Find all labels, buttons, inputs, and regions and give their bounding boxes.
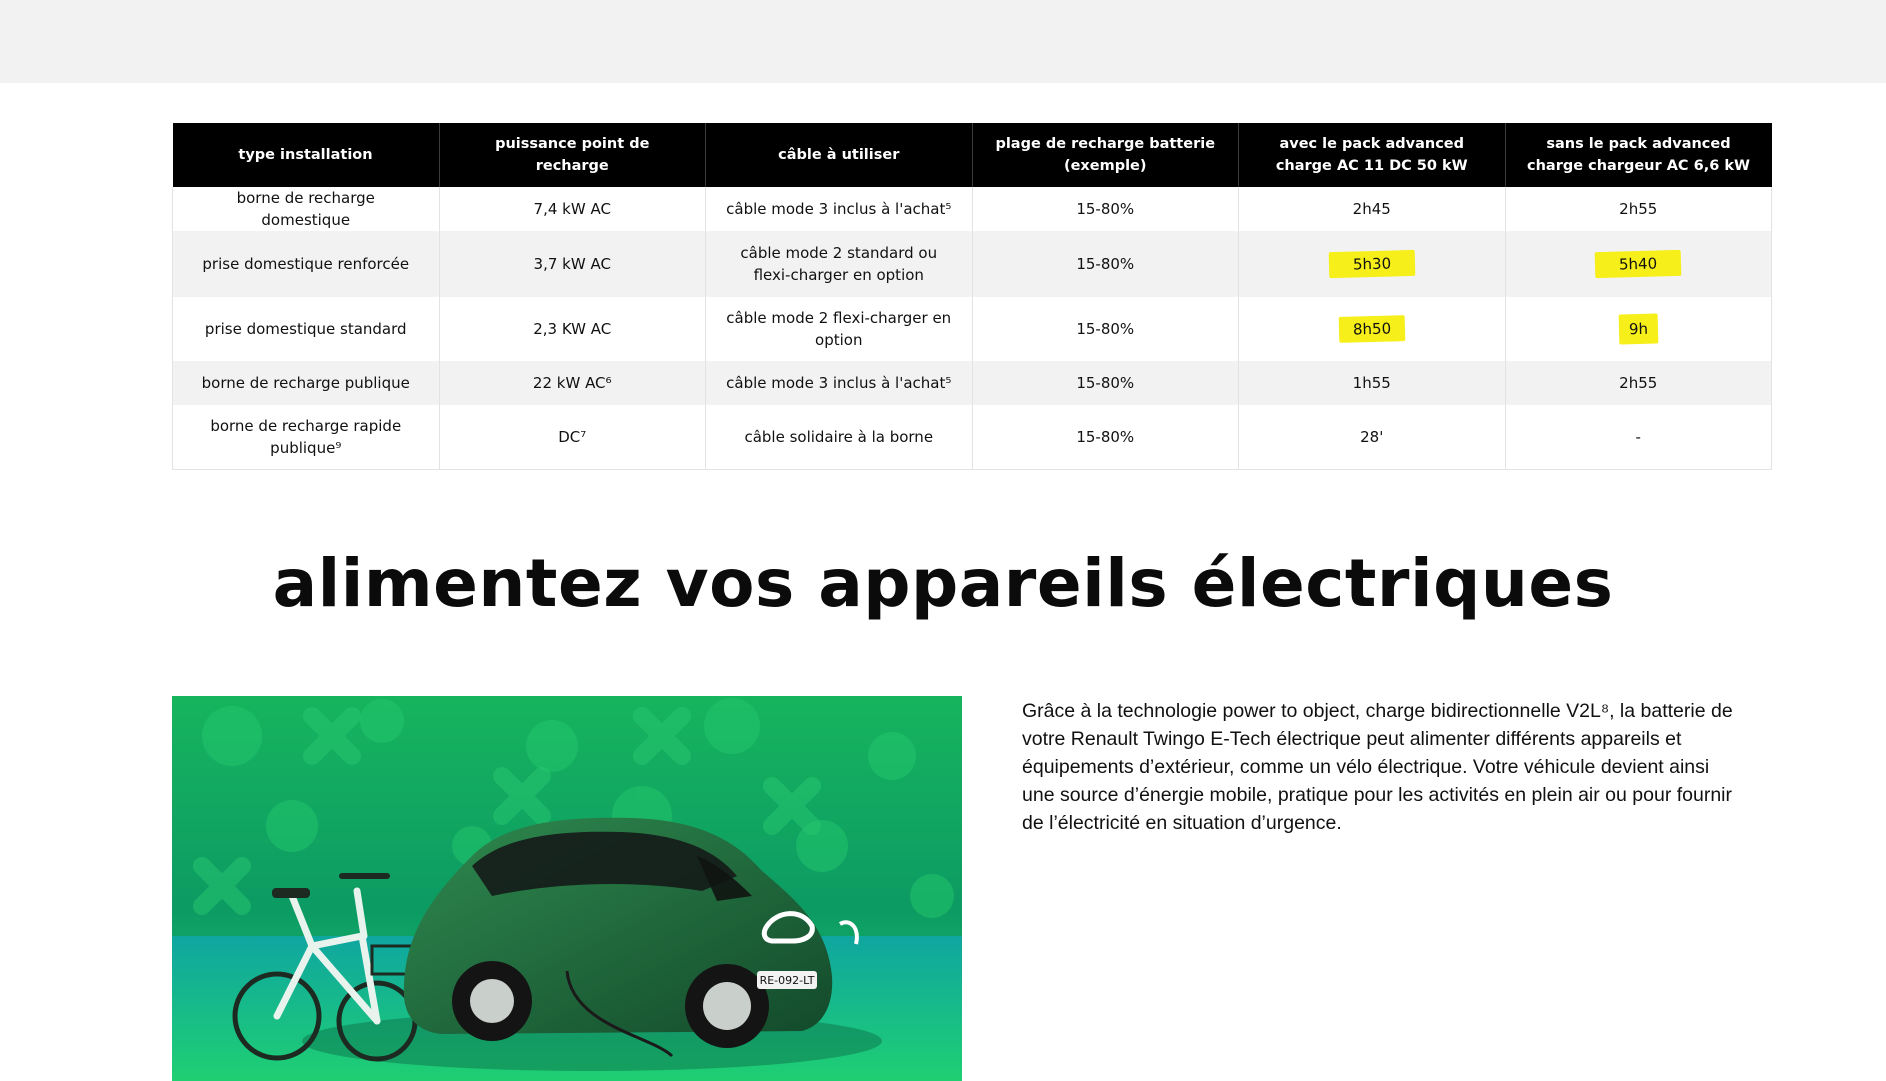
- table-cell: câble mode 2 flexi-charger en option: [706, 297, 973, 361]
- header-avec-pack: avec le pack advanced charge AC 11 DC 50 kW: [1239, 123, 1506, 187]
- charging-table: [172, 123, 1772, 470]
- table-cell: 15-80%: [972, 361, 1239, 405]
- table-cell: 2h55: [1505, 187, 1772, 231]
- table-cell: borne de recharge rapide publique⁹: [173, 405, 440, 470]
- table-cell-highlighted: [1239, 297, 1506, 361]
- table-cell: 2,3 KW AC: [439, 297, 706, 361]
- charging-table-container: [172, 123, 1772, 470]
- header-type-installation: type installation: [173, 123, 440, 187]
- header-plage-recharge: plage de recharge batterie (exemple): [972, 123, 1239, 187]
- table-cell: câble mode 2 standard ou flexi-charger en option: [706, 231, 973, 297]
- table-cell: 2h55: [1505, 361, 1772, 405]
- table-cell: borne de recharge domestique: [173, 187, 440, 231]
- table-cell: 15-80%: [972, 297, 1239, 361]
- license-plate: RE-092-LT: [759, 974, 815, 987]
- header-puissance: puissance point de recharge: [439, 123, 706, 187]
- top-band: [0, 0, 1886, 83]
- table-cell: -: [1505, 405, 1772, 470]
- highlight-marker: 5h30: [1328, 250, 1415, 278]
- header-sans-pack: sans le pack advanced charge chargeur AC 6,6 kW: [1505, 123, 1772, 187]
- table-cell: câble solidaire à la borne: [706, 405, 973, 470]
- table-cell: prise domestique standard: [173, 297, 440, 361]
- table-cell-highlighted: [1239, 231, 1506, 297]
- table-row: [173, 361, 1772, 405]
- table-row: [173, 231, 1772, 297]
- table-row: [173, 187, 1772, 231]
- section-title: alimentez vos appareils électriques: [272, 545, 1614, 622]
- highlight-marker: 5h40: [1595, 250, 1682, 278]
- table-cell: câble mode 3 inclus à l'achat⁵: [706, 361, 973, 405]
- table-row: [173, 405, 1772, 470]
- table-cell: DC⁷: [439, 405, 706, 470]
- highlight-marker: 9h: [1618, 313, 1658, 344]
- table-row: [173, 297, 1772, 361]
- table-cell: 1h55: [1239, 361, 1506, 405]
- table-cell: prise domestique renforcée: [173, 231, 440, 297]
- table-cell: câble mode 3 inclus à l'achat⁵: [706, 187, 973, 231]
- header-cable: câble à utiliser: [706, 123, 973, 187]
- table-cell: borne de recharge publique: [173, 361, 440, 405]
- table-cell-highlighted: [1505, 297, 1772, 361]
- table-cell: 15-80%: [972, 187, 1239, 231]
- table-cell: 22 kW AC⁶: [439, 361, 706, 405]
- table-cell: 2h45: [1239, 187, 1506, 231]
- table-cell: 28': [1239, 405, 1506, 470]
- car-and-bike-image: [172, 696, 962, 1081]
- table-cell: 3,7 kW AC: [439, 231, 706, 297]
- feature-description: Grâce à la technologie power to object, charge bidirectionnelle V2L⁸, la batterie de votre Renault Twingo E-Tech électrique peut alimenter différents appareils et équipements d’extérieur, comme un vélo électrique. Votre véhicule devient ainsi une source d’énergie mobile, pratique pour les activités en plein air ou pour fournir de l’électricité en situation d’urgence.: [1022, 700, 1733, 834]
- table-cell-highlighted: [1505, 231, 1772, 297]
- table-cell: 15-80%: [972, 231, 1239, 297]
- table-cell: 7,4 kW AC: [439, 187, 706, 231]
- table-header-row: [173, 123, 1772, 187]
- table-cell: 15-80%: [972, 405, 1239, 470]
- highlight-marker: 8h50: [1338, 315, 1405, 343]
